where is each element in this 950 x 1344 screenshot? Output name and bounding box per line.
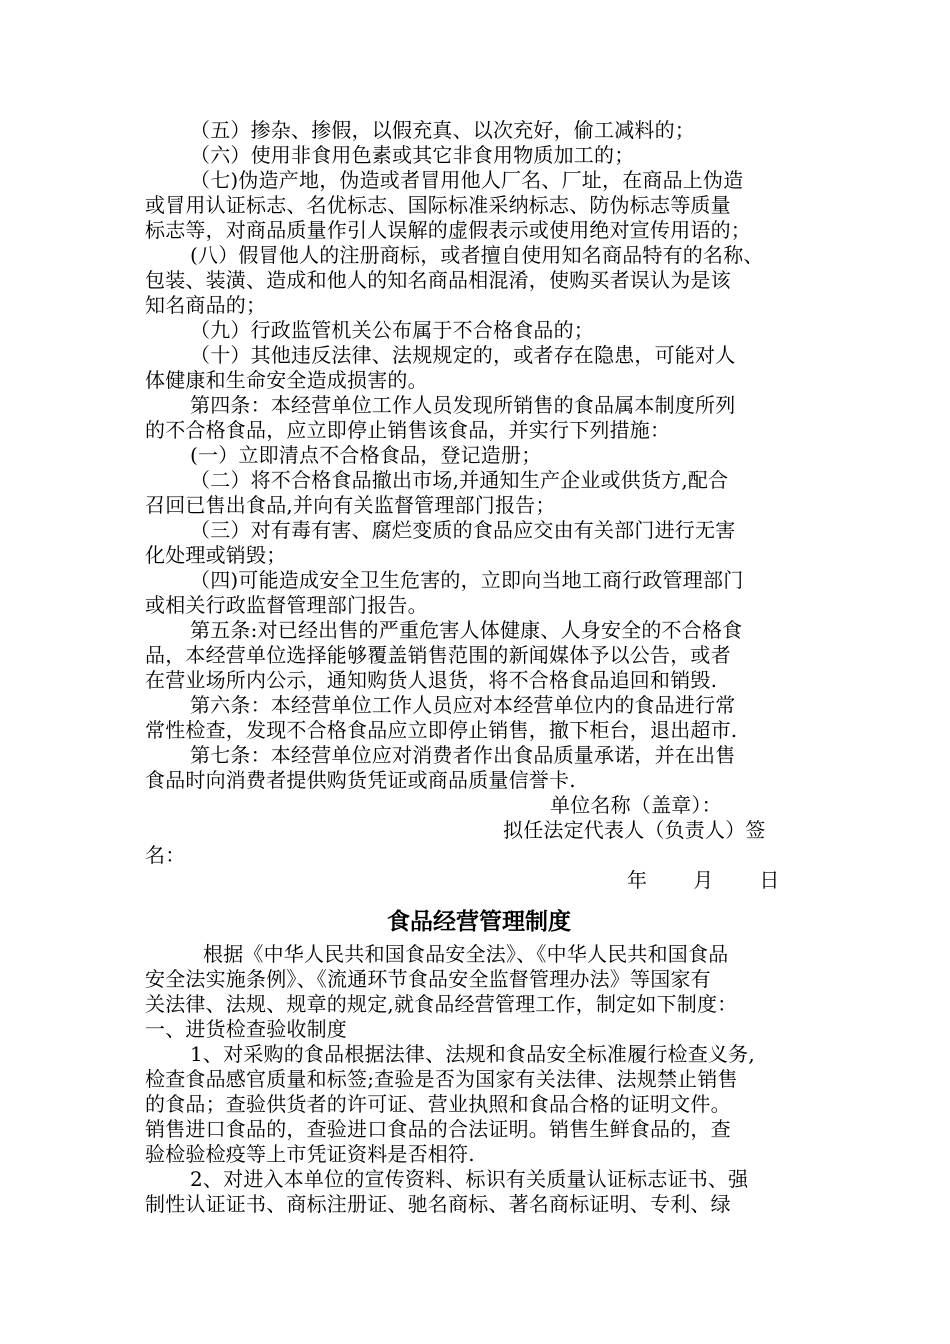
paragraph-line: 体健康和生命安全造成损害的。: [145, 368, 428, 392]
date-day: 日: [759, 868, 780, 892]
paragraph-line: 品，本经营单位选择能够覆盖销售范围的新闻媒体予以公告，或者: [145, 643, 731, 667]
paragraph-line: 知名商品的；: [145, 293, 267, 317]
paragraph-line: （六）使用非食用色素或其它非食用物质加工的；: [190, 143, 635, 167]
paragraph-line: 第七条：本经营单位应对消费者作出食品质量承诺，并在出售: [190, 743, 736, 767]
paragraph-line: （四)可能造成安全卫生危害的，立即向当地工商行政管理部门: [190, 568, 744, 592]
paragraph-line: 制性认证证书、商标注册证、驰名商标、著名商标证明、专利、绿: [145, 1192, 731, 1216]
paragraph-line: 的不合格食品，应立即停止销售该食品，并实行下列措施：: [145, 418, 671, 442]
paragraph-line: （三）对有毒有害、腐烂变质的食品应交由有关部门进行无害: [190, 518, 736, 542]
paragraph-line: （二）将不合格食品撤出市场,并通知生产企业或供货方,配合: [190, 468, 729, 492]
unit-name-seal: 单位名称（盖章）：: [550, 793, 722, 817]
legal-representative-sign: 拟任法定代表人（负责人）签: [503, 818, 766, 842]
paragraph-line: 化处理或销毁；: [145, 543, 287, 567]
date-month: 月: [693, 868, 714, 892]
paragraph-line: 包装、装潢、造成和他人的知名商品相混淆，使购买者误认为是该: [145, 268, 731, 292]
paragraph-line: 第五条:对已经出售的严重危害人体健康、人身安全的不合格食: [190, 618, 743, 642]
paragraph-line: 标志等，对商品质量作引人误解的虚假表示或使用绝对宣传用语的；: [145, 218, 751, 242]
signature-block: [145, 793, 813, 893]
paragraph-line: (八）假冒他人的注册商标，或者擅自使用知名商品特有的名称、: [190, 243, 764, 267]
paragraph-line: 检查食品感官质量和标签;查验是否为国家有关法律、法规禁止销售: [145, 1067, 738, 1091]
date-year: 年: [627, 868, 648, 892]
paragraph-line: 1、对采购的食品根据法律、法规和食品安全标准履行检查义务,: [190, 1042, 755, 1066]
paragraph-line: 食品时向消费者提供购货凭证或商品质量信誉卡.: [145, 768, 576, 792]
section-title: 食品经营管理制度: [387, 909, 571, 935]
paragraph-line: (一）立即清点不合格食品，登记造册；: [190, 443, 542, 467]
paragraph-line: 验检验检疫等上市凭证资料是否相符.: [145, 1142, 475, 1166]
paragraph-line: （十）其他违反法律、法规规定的，或者存在隐患，可能对人: [190, 343, 736, 367]
paragraph-line: 或相关行政监督管理部门报告。: [145, 593, 428, 617]
paragraph-line: 召回已售出食品,并向有关监督管理部门报告；: [145, 493, 556, 517]
subsection-heading: 一、进货检查验收制度: [145, 1017, 347, 1041]
paragraph-line: 安全法实施条例》、《流通环节食品安全监督管理办法》等国家有: [145, 967, 711, 991]
legal-representative-sign-cont: 名：: [145, 843, 186, 867]
date-line: [145, 868, 813, 893]
section-unqualified-food: [145, 118, 813, 793]
paragraph-line: 或冒用认证标志、名优标志、国际标准采纳标志、防伪标志等质量: [145, 193, 731, 217]
paragraph-line: 销售进口食品的，查验进口食品的合法证明。销售生鲜食品的，查: [145, 1117, 731, 1141]
paragraph-line: 常性检查，发现不合格食品应立即停止销售，撤下柜台，退出超市.: [145, 718, 738, 742]
document-page: [145, 118, 813, 1217]
paragraph-line: 第四条：本经营单位工作人员发现所销售的食品属本制度所列: [190, 393, 736, 417]
paragraph-line: （七)伪造产地，伪造或者冒用他人厂名、厂址，在商品上伪造: [190, 168, 744, 192]
paragraph-line: 在营业场所内公示，通知购货人退货，将不合格食品追回和销毁.: [145, 668, 718, 692]
paragraph-line: 关法律、法规、规章的规定,就食品经营管理工作，制定如下制度：: [145, 992, 738, 1016]
paragraph-line: （九）行政监管机关公布属于不合格食品的；: [190, 318, 594, 342]
paragraph-line: 第六条：本经营单位工作人员应对本经营单位内的食品进行常: [190, 693, 736, 717]
paragraph-line: 2、对进入本单位的宣传资料、标识有关质量认证标志证书、强: [190, 1167, 749, 1191]
paragraph-line: 的食品；查验供货者的许可证、营业执照和食品合格的证明文件。: [145, 1092, 731, 1116]
paragraph-line: （五）掺杂、掺假，以假充真、以次充好，偷工减料的；: [190, 118, 695, 142]
section-food-management: [145, 942, 813, 1217]
paragraph-line: 根据《中华人民共和国食品安全法》、《中华人民共和国食品: [203, 942, 729, 966]
